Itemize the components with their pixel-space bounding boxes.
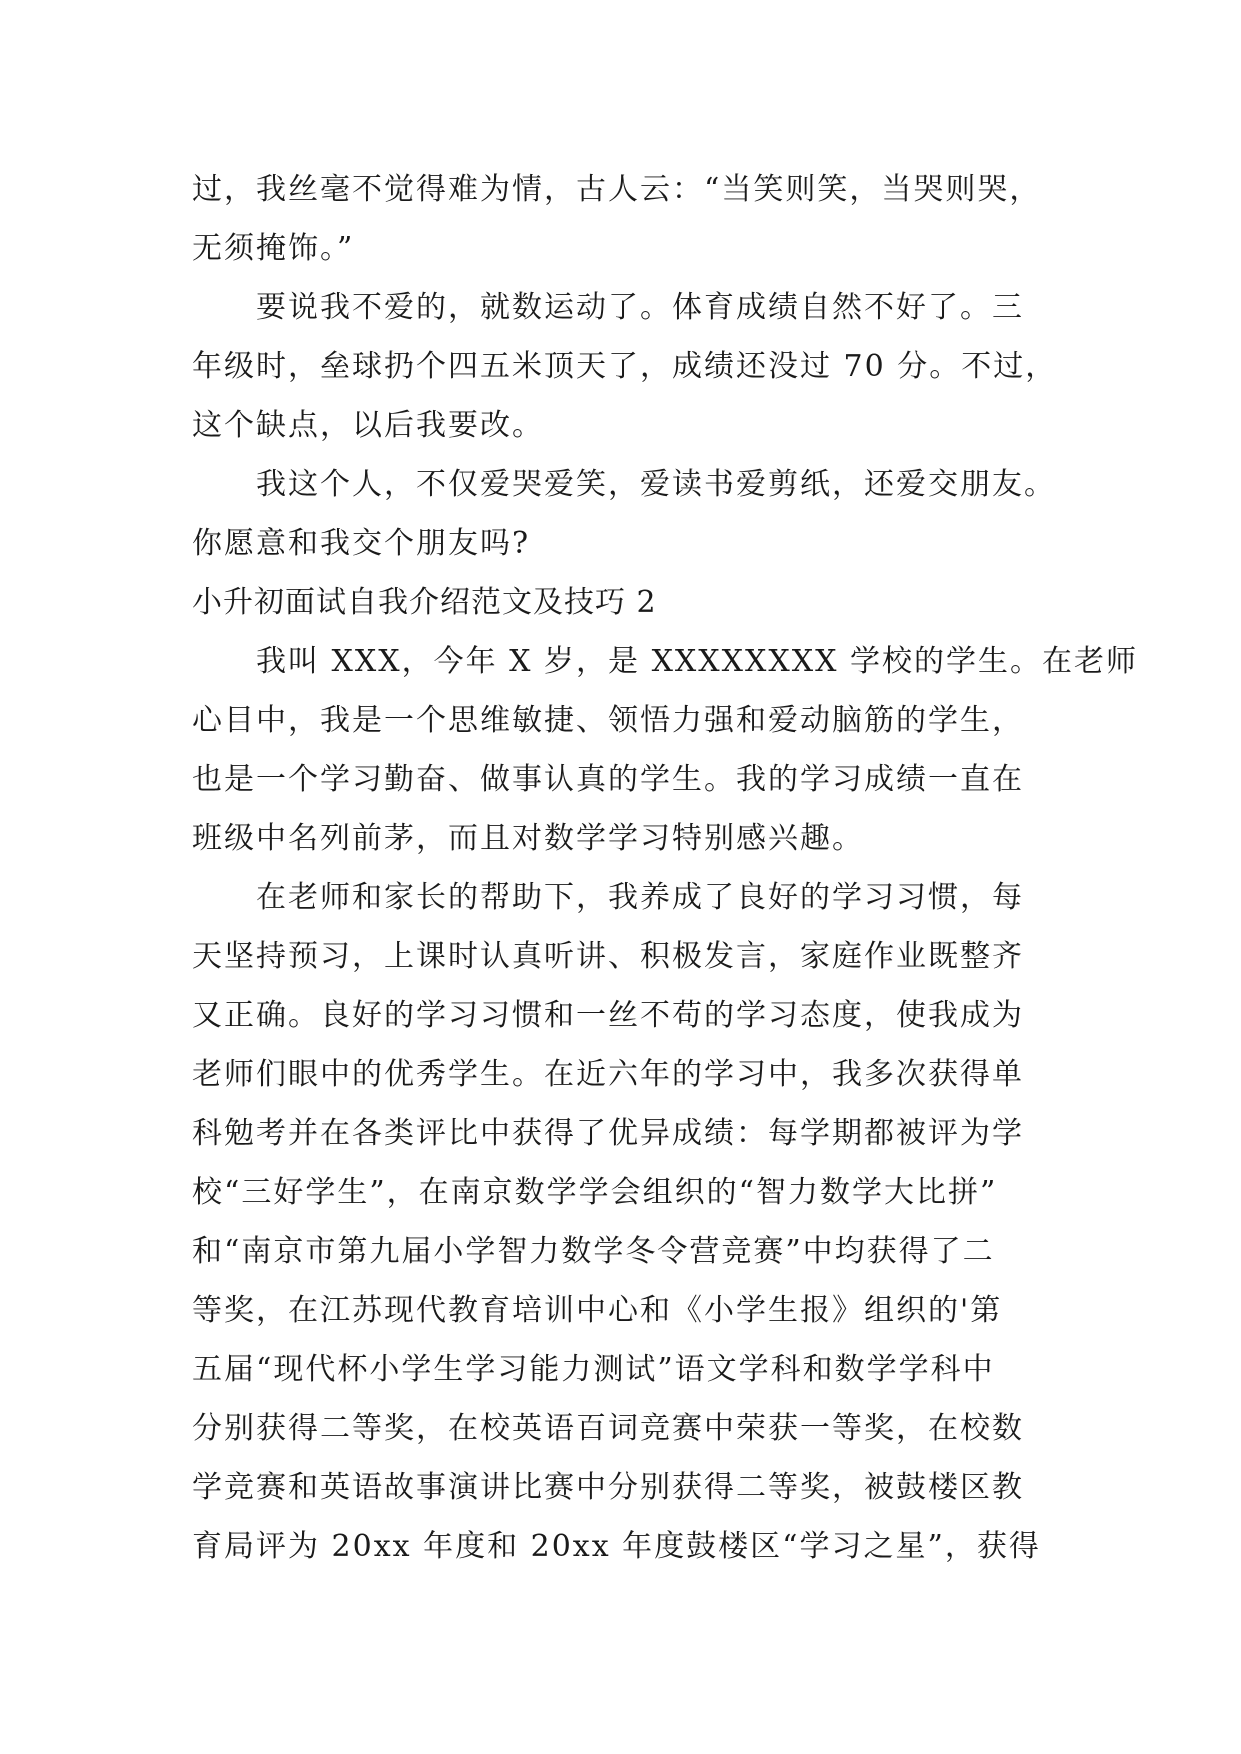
text-line: 育局评为 20xx 年度和 20xx 年度鼓楼区“学习之星”，获得 <box>192 1529 1041 1564</box>
paragraph-start-line: 在老师和家长的帮助下，我养成了良好的学习习惯，每 <box>256 880 1024 915</box>
paragraph-start-line: 我叫 XXX，今年 X 岁，是 XXXXXXXX 学校的学生。在老师 <box>256 644 1138 679</box>
text-line: 过，我丝毫不觉得难为情，古人云：“当笑则笑，当哭则哭， <box>192 172 1042 207</box>
document-body <box>192 160 1138 1576</box>
text-line: 又正确。良好的学习习惯和一丝不苟的学习态度，使我成为 <box>192 998 1024 1033</box>
text-line: 心目中，我是一个思维敏捷、领悟力强和爱动脑筋的学生， <box>192 703 1024 738</box>
text-line: 班级中名列前茅，而且对数学学习特别感兴趣。 <box>192 821 864 856</box>
text-line: 分别获得二等奖，在校英语百词竞赛中荣获一等奖，在校数 <box>192 1411 1024 1446</box>
paragraph-start-line: 要说我不爱的，就数运动了。体育成绩自然不好了。三 <box>256 290 1024 325</box>
section-heading: 小升初面试自我介绍范文及技巧 2 <box>192 585 657 620</box>
text-line: 年级时，垒球扔个四五米顶天了，成绩还没过 70 分。不过， <box>192 349 1058 384</box>
text-line: 学竞赛和英语故事演讲比赛中分别获得二等奖，被鼓楼区教 <box>192 1470 1024 1505</box>
text-line: 和“南京市第九届小学智力数学冬令营竞赛”中均获得了二 <box>192 1234 995 1269</box>
text-line: 天坚持预习，上课时认真听讲、积极发言，家庭作业既整齐 <box>192 939 1024 974</box>
text-line: 五届“现代杯小学生学习能力测试”语文学科和数学学科中 <box>192 1352 995 1387</box>
text-line: 你愿意和我交个朋友吗? <box>192 526 531 561</box>
text-line: 这个缺点，以后我要改。 <box>192 408 544 443</box>
text-line: 老师们眼中的优秀学生。在近六年的学习中，我多次获得单 <box>192 1057 1024 1092</box>
text-line: 科勉考并在各类评比中获得了优异成绩：每学期都被评为学 <box>192 1116 1024 1151</box>
text-line: 也是一个学习勤奋、做事认真的学生。我的学习成绩一直在 <box>192 762 1024 797</box>
text-line: 无须掩饰。” <box>192 231 355 266</box>
text-line: 等奖，在江苏现代教育培训中心和《小学生报》组织的'第 <box>192 1293 1003 1328</box>
paragraph-start-line: 我这个人，不仅爱哭爱笑，爱读书爱剪纸，还爱交朋友。 <box>256 467 1056 502</box>
text-line: 校“三好学生”，在南京数学学会组织的“智力数学大比拼” <box>192 1175 998 1210</box>
